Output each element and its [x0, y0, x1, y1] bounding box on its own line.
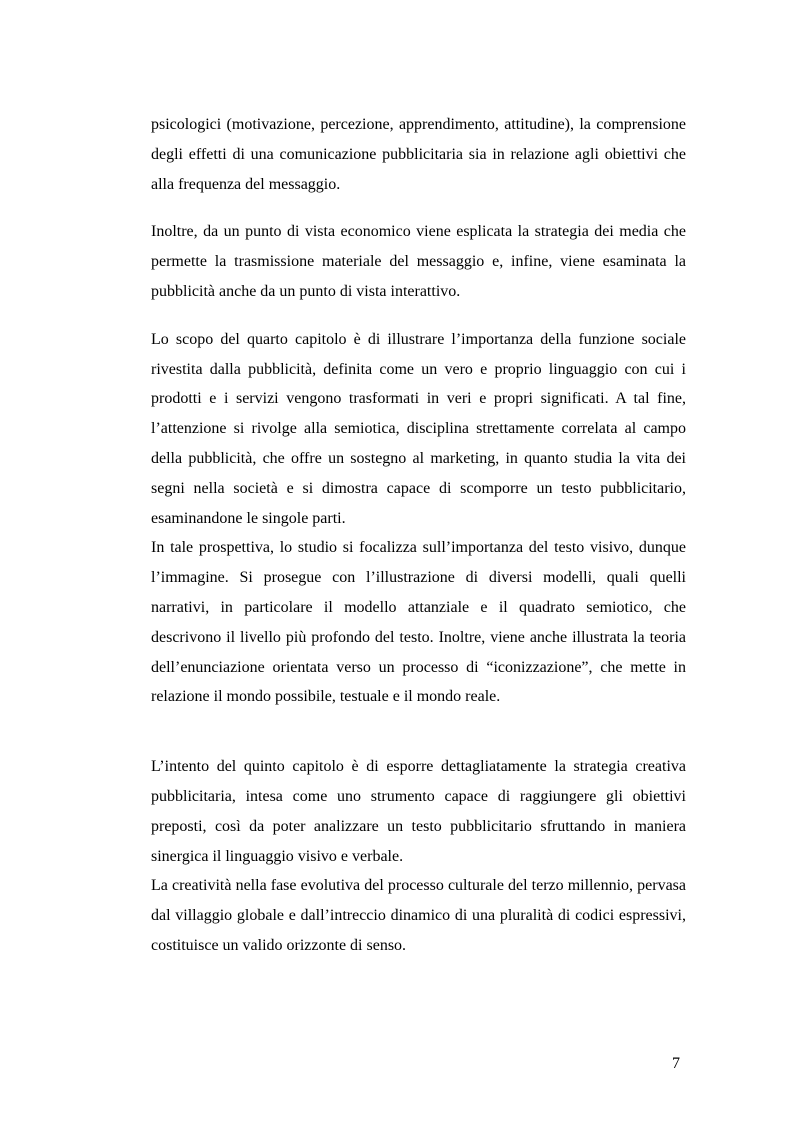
paragraph-creativity: La creatività nella fase evolutiva del processo culturale del terzo millennio, pervasa dal villaggio globale e dall’intreccio dinamico di una pluralità di codici espressivi, costituisce un valido orizzonte di senso. [151, 877, 686, 954]
paragraph-media-strategy: Inoltre, da un punto di vista economico viene esplicata la strategia dei media che permette la trasmissione materiale del messaggio e, infine, viene esaminata la pubblicità anche da un punto di vista interattivo. [151, 223, 686, 300]
page-number: 7 [672, 1055, 680, 1072]
paragraph-psychological-factors: psicologici (motivazione, percezione, apprendimento, attitudine), la comprensione degli effetti di una comunicazione pubblicitaria sia in relazione agli obiettivi che alla frequenza del messaggio. [151, 116, 686, 193]
paragraph-chapter-four: Lo scopo del quarto capitolo è di illustrare l’importanza della funzione sociale rivestita dalla pubblicità, definita come un vero e proprio linguaggio con cui i prodotti e i servizi vengono trasformati in veri e propri significati. A tal fine, l’attenzione si rivolge alla semiotica, disciplina strettamente correlata al campo della pubblicità, che offre un sostegno al marketing, in quanto studia la vita dei segni nella società e si dimostra capace di scomporre un testo pubblicitario, esaminandone le singole parti. [151, 330, 686, 527]
page-body [151, 110, 686, 961]
paragraph-chapter-five: L’intento del quinto capitolo è di esporre dettagliatamente la strategia creativa pubblicitaria, intesa come uno strumento capace di raggiungere gli obiettivi preposti, così da poter analizzare un testo pubblicitario sfruttando in maniera sinergica il linguaggio visivo e verbale. [151, 758, 686, 865]
paragraph-visual-text: In tale prospettiva, lo studio si focalizza sull’importanza del testo visivo, dunque l’immagine. Si prosegue con l’illustrazione di diversi modelli, quali quelli narrativi, in particolare il modello attanziale e il quadrato semiotico, che descrivono il livello più profondo del testo. Inoltre, viene anche illustrata la teoria dell’enunciazione orientata verso un processo di “iconizzazione”, che mette in relazione il mondo possibile, testuale e il mondo reale. [151, 539, 686, 706]
